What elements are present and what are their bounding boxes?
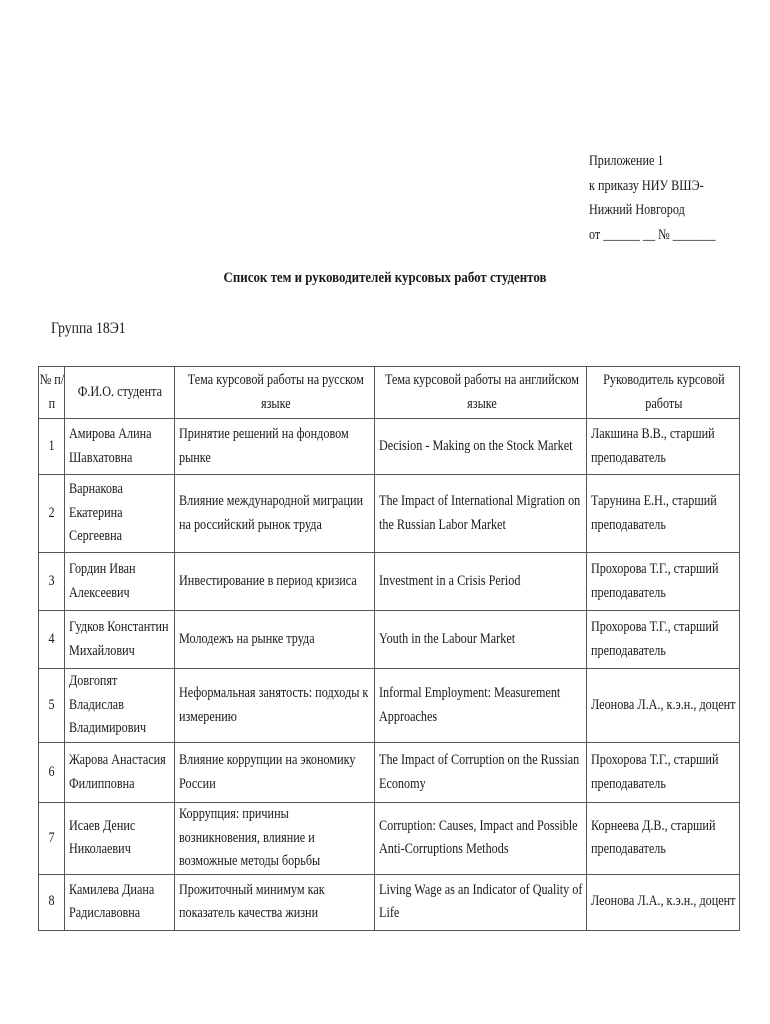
row-topic-ru: Коррупция: причины возникновения, влияние и возможные методы борьбы (175, 803, 375, 875)
row-student: Исаев Денис Николаевич (65, 803, 175, 875)
row-num: 6 (39, 743, 65, 803)
row-num: 2 (39, 475, 65, 553)
row-topic-ru: Влияние международной миграции на российский рынок труда (175, 475, 375, 553)
row-num: 8 (39, 874, 65, 930)
row-num: 3 (39, 553, 65, 611)
appendix-line-2: к приказу НИУ ВШЭ- (589, 177, 704, 194)
header-supervisor: Руководитель курсовой работы (587, 367, 740, 419)
row-student: Варнакова Екатерина Сергеевна (65, 475, 175, 553)
table-row (39, 419, 740, 475)
table-header-row (39, 367, 740, 419)
topics-table (38, 366, 740, 931)
table-body (39, 419, 740, 931)
header-student: Ф.И.О. студента (65, 367, 175, 419)
row-num: 1 (39, 419, 65, 475)
appendix-line-1: Приложение 1 (589, 153, 664, 169)
row-topic-en: Youth in the Labour Market (375, 611, 587, 669)
group-label: Группа 18Э1 (51, 320, 126, 337)
row-student: Амирова Алина Шавхатовна (65, 419, 175, 475)
row-topic-ru: Прожиточный минимум как показатель качества жизни (175, 874, 375, 930)
table-row (39, 553, 740, 611)
appendix-note (589, 149, 732, 247)
row-topic-ru: Влияние коррупции на экономику России (175, 743, 375, 803)
table-row (39, 743, 740, 803)
appendix-line-4: от ______ __ № _______ (589, 226, 716, 243)
row-topic-en: The Impact of International Migration on the Russian Labor Market (375, 475, 587, 553)
row-supervisor: Леонова Л.А., к.э.н., доцент (587, 669, 740, 743)
row-num: 7 (39, 803, 65, 875)
header-topic-ru: Тема курсовой работы на русском языке (175, 367, 375, 419)
row-supervisor: Прохорова Т.Г., старший преподаватель (587, 611, 740, 669)
row-topic-ru: Инвестирование в период кризиса (175, 553, 375, 611)
row-topic-ru: Принятие решений на фондовом рынке (175, 419, 375, 475)
header-num: № п/п (39, 367, 65, 419)
row-topic-ru: Молодежъ на рынке труда (175, 611, 375, 669)
table-row (39, 475, 740, 553)
row-topic-ru: Неформальная занятость: подходы к измерению (175, 669, 375, 743)
row-student: Камилева Диана Радиславовна (65, 874, 175, 930)
row-supervisor: Прохорова Т.Г., старший преподаватель (587, 553, 740, 611)
row-student: Гордин Иван Алексеевич (65, 553, 175, 611)
row-topic-en: Corruption: Causes, Impact and Possible Anti-Corruptions Methods (375, 803, 587, 875)
row-topic-en: Informal Employment: Measurement Approaches (375, 669, 587, 743)
row-topic-en: Investment in a Crisis Period (375, 553, 587, 611)
row-student: Жарова Анастасия Филипповна (65, 743, 175, 803)
row-num: 5 (39, 669, 65, 743)
table-row (39, 803, 740, 875)
row-topic-en: Living Wage as an Indicator of Quality of Life (375, 874, 587, 930)
row-supervisor: Прохорова Т.Г., старший преподаватель (587, 743, 740, 803)
table-row (39, 874, 740, 930)
row-supervisor: Лакшина В.В., старший преподаватель (587, 419, 740, 475)
header-topic-en: Тема курсовой работы на английском языке (375, 367, 587, 419)
table-row (39, 611, 740, 669)
appendix-line-3: Нижний Новгород (589, 202, 685, 218)
row-student: Гудков Константин Михайлович (65, 611, 175, 669)
row-student: Довгопят Владислав Владимирович (65, 669, 175, 743)
row-num: 4 (39, 611, 65, 669)
row-supervisor: Леонова Л.А., к.э.н., доцент (587, 874, 740, 930)
document-title: Список тем и руководителей курсовых работ студентов (223, 270, 547, 286)
table-row (39, 669, 740, 743)
row-supervisor: Корнеева Д.В., старший преподаватель (587, 803, 740, 875)
row-topic-en: The Impact of Corruption on the Russian Economy (375, 743, 587, 803)
row-supervisor: Тарунина Е.Н., старший преподаватель (587, 475, 740, 553)
row-topic-en: Decision - Making on the Stock Market (375, 419, 587, 475)
